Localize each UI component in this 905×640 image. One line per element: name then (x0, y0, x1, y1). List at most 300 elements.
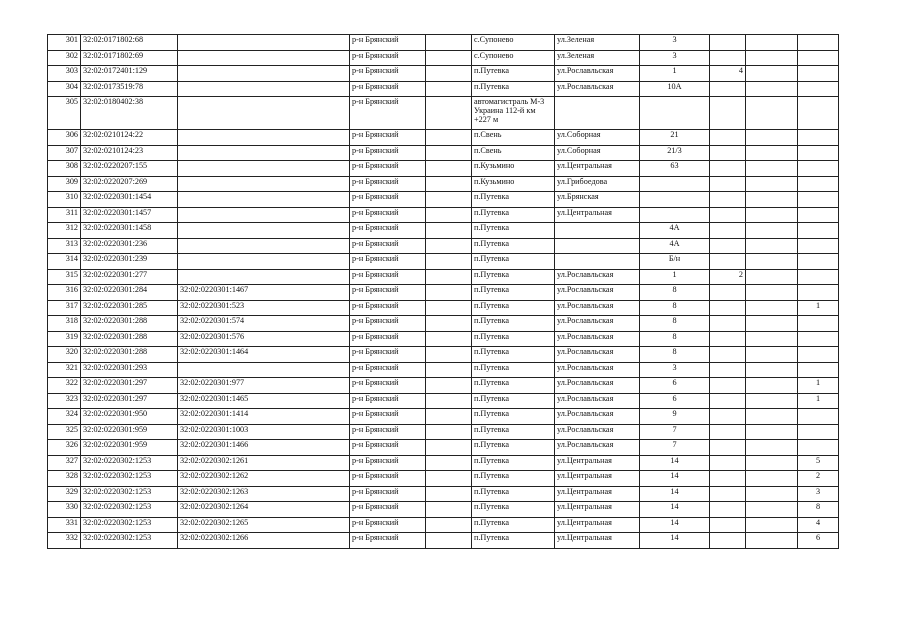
row-number-cell: 317 (48, 300, 81, 316)
table-row (48, 362, 839, 378)
street-cell: ул.Центральная (555, 502, 640, 518)
house-number-cell: 14 (640, 517, 710, 533)
apartment-number-cell (798, 66, 839, 82)
cadastral-number-cell: 32:02:0171802:68 (81, 35, 178, 51)
building-number-cell (710, 285, 746, 301)
linked-cadastral-number-cell: 32:02:0220301:1466 (178, 440, 350, 456)
table-row (48, 300, 839, 316)
table-row (48, 378, 839, 394)
building-number-cell (710, 362, 746, 378)
street-cell: ул.Рославльская (555, 81, 640, 97)
empty-cell-cell (746, 66, 798, 82)
settlement-cell: п.Путевка (472, 331, 555, 347)
house-number-cell: 9 (640, 409, 710, 425)
empty-cell-cell (746, 161, 798, 177)
house-number-cell (640, 176, 710, 192)
linked-cadastral-number-cell: 32:02:0220301:576 (178, 331, 350, 347)
house-number-cell: 7 (640, 424, 710, 440)
settlement-cell: п.Путевка (472, 254, 555, 270)
table-row (48, 238, 839, 254)
district-cell: р-н Брянский (350, 471, 426, 487)
house-number-cell: 14 (640, 502, 710, 518)
apartment-number-cell: 8 (798, 502, 839, 518)
cadastral-number-cell: 32:02:0220301:285 (81, 300, 178, 316)
linked-cadastral-number-cell: 32:02:0220302:1264 (178, 502, 350, 518)
empty-cell-cell (426, 471, 472, 487)
linked-cadastral-number-cell: 32:02:0220302:1262 (178, 471, 350, 487)
apartment-number-cell: 2 (798, 471, 839, 487)
cadastral-number-cell: 32:02:0220301:1454 (81, 192, 178, 208)
street-cell: ул.Центральная (555, 486, 640, 502)
street-cell: ул.Рославльская (555, 331, 640, 347)
cadastral-number-cell: 32:02:0220301:297 (81, 393, 178, 409)
apartment-number-cell: 1 (798, 393, 839, 409)
table-row (48, 347, 839, 363)
empty-cell-cell (426, 533, 472, 549)
building-number-cell (710, 502, 746, 518)
district-cell: р-н Брянский (350, 192, 426, 208)
row-number-cell: 323 (48, 393, 81, 409)
empty-cell-cell (426, 161, 472, 177)
street-cell: ул.Центральная (555, 533, 640, 549)
cadastral-number-cell: 32:02:0171802:69 (81, 50, 178, 66)
building-number-cell (710, 393, 746, 409)
linked-cadastral-number-cell (178, 130, 350, 146)
district-cell: р-н Брянский (350, 176, 426, 192)
district-cell: р-н Брянский (350, 145, 426, 161)
apartment-number-cell (798, 362, 839, 378)
district-cell: р-н Брянский (350, 300, 426, 316)
settlement-cell: автомагистраль М-3 Украина 112-й км +227 м (472, 97, 555, 130)
apartment-number-cell (798, 223, 839, 239)
linked-cadastral-number-cell: 32:02:0220301:1003 (178, 424, 350, 440)
settlement-cell: п.Путевка (472, 223, 555, 239)
linked-cadastral-number-cell (178, 223, 350, 239)
empty-cell-cell (746, 331, 798, 347)
cadastral-number-cell: 32:02:0220301:288 (81, 347, 178, 363)
row-number-cell: 309 (48, 176, 81, 192)
street-cell: ул.Рославльская (555, 347, 640, 363)
linked-cadastral-number-cell: 32:02:0220301:1465 (178, 393, 350, 409)
street-cell: ул.Рославльская (555, 393, 640, 409)
table-row (48, 223, 839, 239)
building-number-cell (710, 207, 746, 223)
cadastral-number-cell: 32:02:0220301:959 (81, 424, 178, 440)
empty-cell-cell (746, 300, 798, 316)
house-number-cell: 4А (640, 238, 710, 254)
cadastral-number-cell: 32:02:0220301:236 (81, 238, 178, 254)
empty-cell-cell (746, 145, 798, 161)
settlement-cell: п.Путевка (472, 81, 555, 97)
street-cell: ул.Рославльская (555, 409, 640, 425)
street-cell: ул.Рославльская (555, 440, 640, 456)
street-cell: ул.Грибоедова (555, 176, 640, 192)
row-number-cell: 320 (48, 347, 81, 363)
building-number-cell (710, 254, 746, 270)
empty-cell-cell (426, 393, 472, 409)
district-cell: р-н Брянский (350, 223, 426, 239)
apartment-number-cell (798, 269, 839, 285)
table-row (48, 66, 839, 82)
building-number-cell (710, 455, 746, 471)
row-number-cell: 306 (48, 130, 81, 146)
row-number-cell: 324 (48, 409, 81, 425)
row-number-cell: 318 (48, 316, 81, 332)
empty-cell-cell (426, 81, 472, 97)
empty-cell-cell (426, 145, 472, 161)
district-cell: р-н Брянский (350, 66, 426, 82)
building-number-cell (710, 300, 746, 316)
empty-cell-cell (746, 50, 798, 66)
street-cell: ул.Рославльская (555, 378, 640, 394)
linked-cadastral-number-cell: 32:02:0220301:1464 (178, 347, 350, 363)
linked-cadastral-number-cell: 32:02:0220302:1261 (178, 455, 350, 471)
table-row (48, 455, 839, 471)
empty-cell-cell (426, 50, 472, 66)
table-row (48, 533, 839, 549)
district-cell: р-н Брянский (350, 440, 426, 456)
cadastral-number-cell: 32:02:0220301:293 (81, 362, 178, 378)
empty-cell-cell (426, 97, 472, 130)
building-number-cell (710, 409, 746, 425)
settlement-cell: п.Путевка (472, 300, 555, 316)
linked-cadastral-number-cell: 32:02:0220301:1467 (178, 285, 350, 301)
building-number-cell (710, 238, 746, 254)
cadastral-number-cell: 32:02:0210124:22 (81, 130, 178, 146)
cadastral-number-cell: 32:02:0220301:284 (81, 285, 178, 301)
table-row (48, 207, 839, 223)
house-number-cell: 8 (640, 347, 710, 363)
house-number-cell: 21 (640, 130, 710, 146)
apartment-number-cell (798, 145, 839, 161)
street-cell: ул.Соборная (555, 145, 640, 161)
street-cell: ул.Рославльская (555, 66, 640, 82)
street-cell: ул.Рославльская (555, 316, 640, 332)
row-number-cell: 316 (48, 285, 81, 301)
cadastral-number-cell: 32:02:0220302:1253 (81, 455, 178, 471)
registry-table (47, 34, 839, 549)
house-number-cell: 3 (640, 362, 710, 378)
cadastral-number-cell: 32:02:0220301:288 (81, 316, 178, 332)
cadastral-number-cell: 32:02:0172401:129 (81, 66, 178, 82)
table-row (48, 440, 839, 456)
settlement-cell: п.Путевка (472, 502, 555, 518)
row-number-cell: 310 (48, 192, 81, 208)
building-number-cell (710, 316, 746, 332)
table-row (48, 81, 839, 97)
district-cell: р-н Брянский (350, 331, 426, 347)
linked-cadastral-number-cell: 32:02:0220301:523 (178, 300, 350, 316)
building-number-cell (710, 145, 746, 161)
empty-cell-cell (426, 35, 472, 51)
linked-cadastral-number-cell: 32:02:0220302:1265 (178, 517, 350, 533)
settlement-cell: п.Путевка (472, 362, 555, 378)
cadastral-number-cell: 32:02:0220207:155 (81, 161, 178, 177)
street-cell: ул.Рославльская (555, 285, 640, 301)
house-number-cell: 14 (640, 471, 710, 487)
linked-cadastral-number-cell (178, 254, 350, 270)
table-row (48, 502, 839, 518)
empty-cell-cell (746, 35, 798, 51)
empty-cell-cell (746, 378, 798, 394)
building-number-cell (710, 130, 746, 146)
cadastral-number-cell: 32:02:0210124:23 (81, 145, 178, 161)
settlement-cell: п.Путевка (472, 455, 555, 471)
district-cell: р-н Брянский (350, 424, 426, 440)
linked-cadastral-number-cell (178, 161, 350, 177)
row-number-cell: 302 (48, 50, 81, 66)
building-number-cell (710, 533, 746, 549)
apartment-number-cell: 1 (798, 378, 839, 394)
building-number-cell (710, 223, 746, 239)
linked-cadastral-number-cell: 32:02:0220301:574 (178, 316, 350, 332)
apartment-number-cell: 5 (798, 455, 839, 471)
building-number-cell: 2 (710, 269, 746, 285)
linked-cadastral-number-cell (178, 50, 350, 66)
settlement-cell: п.Путевка (472, 347, 555, 363)
empty-cell-cell (426, 362, 472, 378)
building-number-cell (710, 424, 746, 440)
cadastral-number-cell: 32:02:0220302:1253 (81, 471, 178, 487)
table-row (48, 50, 839, 66)
apartment-number-cell (798, 207, 839, 223)
table-row (48, 517, 839, 533)
street-cell: ул.Рославльская (555, 269, 640, 285)
district-cell: р-н Брянский (350, 207, 426, 223)
district-cell: р-н Брянский (350, 238, 426, 254)
cadastral-number-cell: 32:02:0220207:269 (81, 176, 178, 192)
apartment-number-cell (798, 97, 839, 130)
street-cell (555, 97, 640, 130)
table-row (48, 254, 839, 270)
building-number-cell (710, 517, 746, 533)
table-row (48, 192, 839, 208)
district-cell: р-н Брянский (350, 130, 426, 146)
settlement-cell: п.Путевка (472, 192, 555, 208)
linked-cadastral-number-cell (178, 35, 350, 51)
building-number-cell (710, 97, 746, 130)
building-number-cell (710, 192, 746, 208)
district-cell: р-н Брянский (350, 316, 426, 332)
house-number-cell: 1 (640, 66, 710, 82)
row-number-cell: 301 (48, 35, 81, 51)
table-row (48, 424, 839, 440)
street-cell (555, 254, 640, 270)
empty-cell-cell (746, 362, 798, 378)
building-number-cell (710, 35, 746, 51)
row-number-cell: 311 (48, 207, 81, 223)
district-cell: р-н Брянский (350, 50, 426, 66)
linked-cadastral-number-cell (178, 97, 350, 130)
settlement-cell: п.Путевка (472, 66, 555, 82)
apartment-number-cell (798, 424, 839, 440)
row-number-cell: 312 (48, 223, 81, 239)
apartment-number-cell: 4 (798, 517, 839, 533)
district-cell: р-н Брянский (350, 269, 426, 285)
apartment-number-cell (798, 440, 839, 456)
house-number-cell: 8 (640, 285, 710, 301)
table-row (48, 409, 839, 425)
linked-cadastral-number-cell (178, 81, 350, 97)
table-row (48, 316, 839, 332)
empty-cell-cell (746, 285, 798, 301)
house-number-cell: 21/3 (640, 145, 710, 161)
apartment-number-cell (798, 254, 839, 270)
table-row (48, 269, 839, 285)
row-number-cell: 325 (48, 424, 81, 440)
house-number-cell: 1 (640, 269, 710, 285)
cadastral-number-cell: 32:02:0220301:239 (81, 254, 178, 270)
house-number-cell: Б/н (640, 254, 710, 270)
empty-cell-cell (426, 440, 472, 456)
district-cell: р-н Брянский (350, 409, 426, 425)
linked-cadastral-number-cell: 32:02:0220301:1414 (178, 409, 350, 425)
building-number-cell (710, 486, 746, 502)
settlement-cell: п.Путевка (472, 533, 555, 549)
empty-cell-cell (426, 254, 472, 270)
cadastral-number-cell: 32:02:0220302:1253 (81, 533, 178, 549)
table-row (48, 176, 839, 192)
district-cell: р-н Брянский (350, 161, 426, 177)
settlement-cell: п.Путевка (472, 486, 555, 502)
empty-cell-cell (426, 424, 472, 440)
district-cell: р-н Брянский (350, 486, 426, 502)
empty-cell-cell (746, 347, 798, 363)
empty-cell-cell (746, 471, 798, 487)
apartment-number-cell (798, 176, 839, 192)
street-cell: ул.Центральная (555, 207, 640, 223)
settlement-cell: п.Путевка (472, 378, 555, 394)
row-number-cell: 305 (48, 97, 81, 130)
empty-cell-cell (746, 440, 798, 456)
linked-cadastral-number-cell: 32:02:0220302:1266 (178, 533, 350, 549)
apartment-number-cell: 6 (798, 533, 839, 549)
empty-cell-cell (426, 486, 472, 502)
cadastral-number-cell: 32:02:0220301:288 (81, 331, 178, 347)
empty-cell-cell (426, 316, 472, 332)
district-cell: р-н Брянский (350, 533, 426, 549)
linked-cadastral-number-cell: 32:02:0220302:1263 (178, 486, 350, 502)
row-number-cell: 322 (48, 378, 81, 394)
district-cell: р-н Брянский (350, 285, 426, 301)
row-number-cell: 321 (48, 362, 81, 378)
row-number-cell: 313 (48, 238, 81, 254)
row-number-cell: 330 (48, 502, 81, 518)
street-cell (555, 223, 640, 239)
settlement-cell: п.Путевка (472, 285, 555, 301)
building-number-cell (710, 378, 746, 394)
row-number-cell: 331 (48, 517, 81, 533)
settlement-cell: п.Путевка (472, 393, 555, 409)
empty-cell-cell (426, 409, 472, 425)
empty-cell-cell (746, 238, 798, 254)
district-cell: р-н Брянский (350, 517, 426, 533)
street-cell: ул.Соборная (555, 130, 640, 146)
building-number-cell (710, 331, 746, 347)
settlement-cell: п.Путевка (472, 440, 555, 456)
settlement-cell: п.Путевка (472, 517, 555, 533)
settlement-cell: с.Супонево (472, 50, 555, 66)
empty-cell-cell (426, 176, 472, 192)
cadastral-number-cell: 32:02:0220302:1253 (81, 517, 178, 533)
building-number-cell (710, 81, 746, 97)
settlement-cell: п.Свень (472, 145, 555, 161)
linked-cadastral-number-cell: 32:02:0220301:977 (178, 378, 350, 394)
empty-cell-cell (426, 223, 472, 239)
house-number-cell (640, 192, 710, 208)
cadastral-number-cell: 32:02:0220301:959 (81, 440, 178, 456)
district-cell: р-н Брянский (350, 35, 426, 51)
apartment-number-cell (798, 316, 839, 332)
house-number-cell (640, 97, 710, 130)
street-cell: ул.Центральная (555, 455, 640, 471)
empty-cell-cell (426, 378, 472, 394)
empty-cell-cell (746, 316, 798, 332)
house-number-cell: 14 (640, 486, 710, 502)
row-number-cell: 307 (48, 145, 81, 161)
apartment-number-cell (798, 192, 839, 208)
apartment-number-cell (798, 50, 839, 66)
house-number-cell (640, 207, 710, 223)
house-number-cell: 8 (640, 300, 710, 316)
street-cell: ул.Рославльская (555, 300, 640, 316)
table-row (48, 35, 839, 51)
cadastral-number-cell: 32:02:0173519:78 (81, 81, 178, 97)
street-cell: ул.Рославльская (555, 362, 640, 378)
empty-cell-cell (426, 517, 472, 533)
apartment-number-cell (798, 285, 839, 301)
building-number-cell (710, 347, 746, 363)
row-number-cell: 327 (48, 455, 81, 471)
house-number-cell: 6 (640, 393, 710, 409)
table-row (48, 471, 839, 487)
settlement-cell: п.Путевка (472, 424, 555, 440)
cadastral-number-cell: 32:02:0220301:297 (81, 378, 178, 394)
empty-cell-cell (746, 192, 798, 208)
linked-cadastral-number-cell (178, 238, 350, 254)
empty-cell-cell (426, 207, 472, 223)
empty-cell-cell (746, 393, 798, 409)
row-number-cell: 319 (48, 331, 81, 347)
street-cell: ул.Центральная (555, 517, 640, 533)
empty-cell-cell (746, 254, 798, 270)
registry-body (48, 35, 839, 549)
street-cell: ул.Центральная (555, 161, 640, 177)
linked-cadastral-number-cell (178, 207, 350, 223)
linked-cadastral-number-cell (178, 269, 350, 285)
apartment-number-cell (798, 35, 839, 51)
street-cell: ул.Рославльская (555, 424, 640, 440)
district-cell: р-н Брянский (350, 347, 426, 363)
cadastral-number-cell: 32:02:0220301:277 (81, 269, 178, 285)
empty-cell-cell (746, 223, 798, 239)
table-row (48, 145, 839, 161)
street-cell: ул.Зеленая (555, 35, 640, 51)
street-cell (555, 238, 640, 254)
row-number-cell: 315 (48, 269, 81, 285)
building-number-cell (710, 440, 746, 456)
empty-cell-cell (426, 192, 472, 208)
empty-cell-cell (746, 409, 798, 425)
building-number-cell (710, 471, 746, 487)
street-cell: ул.Брянская (555, 192, 640, 208)
apartment-number-cell (798, 81, 839, 97)
linked-cadastral-number-cell (178, 192, 350, 208)
house-number-cell: 7 (640, 440, 710, 456)
table-row (48, 331, 839, 347)
empty-cell-cell (746, 502, 798, 518)
row-number-cell: 332 (48, 533, 81, 549)
